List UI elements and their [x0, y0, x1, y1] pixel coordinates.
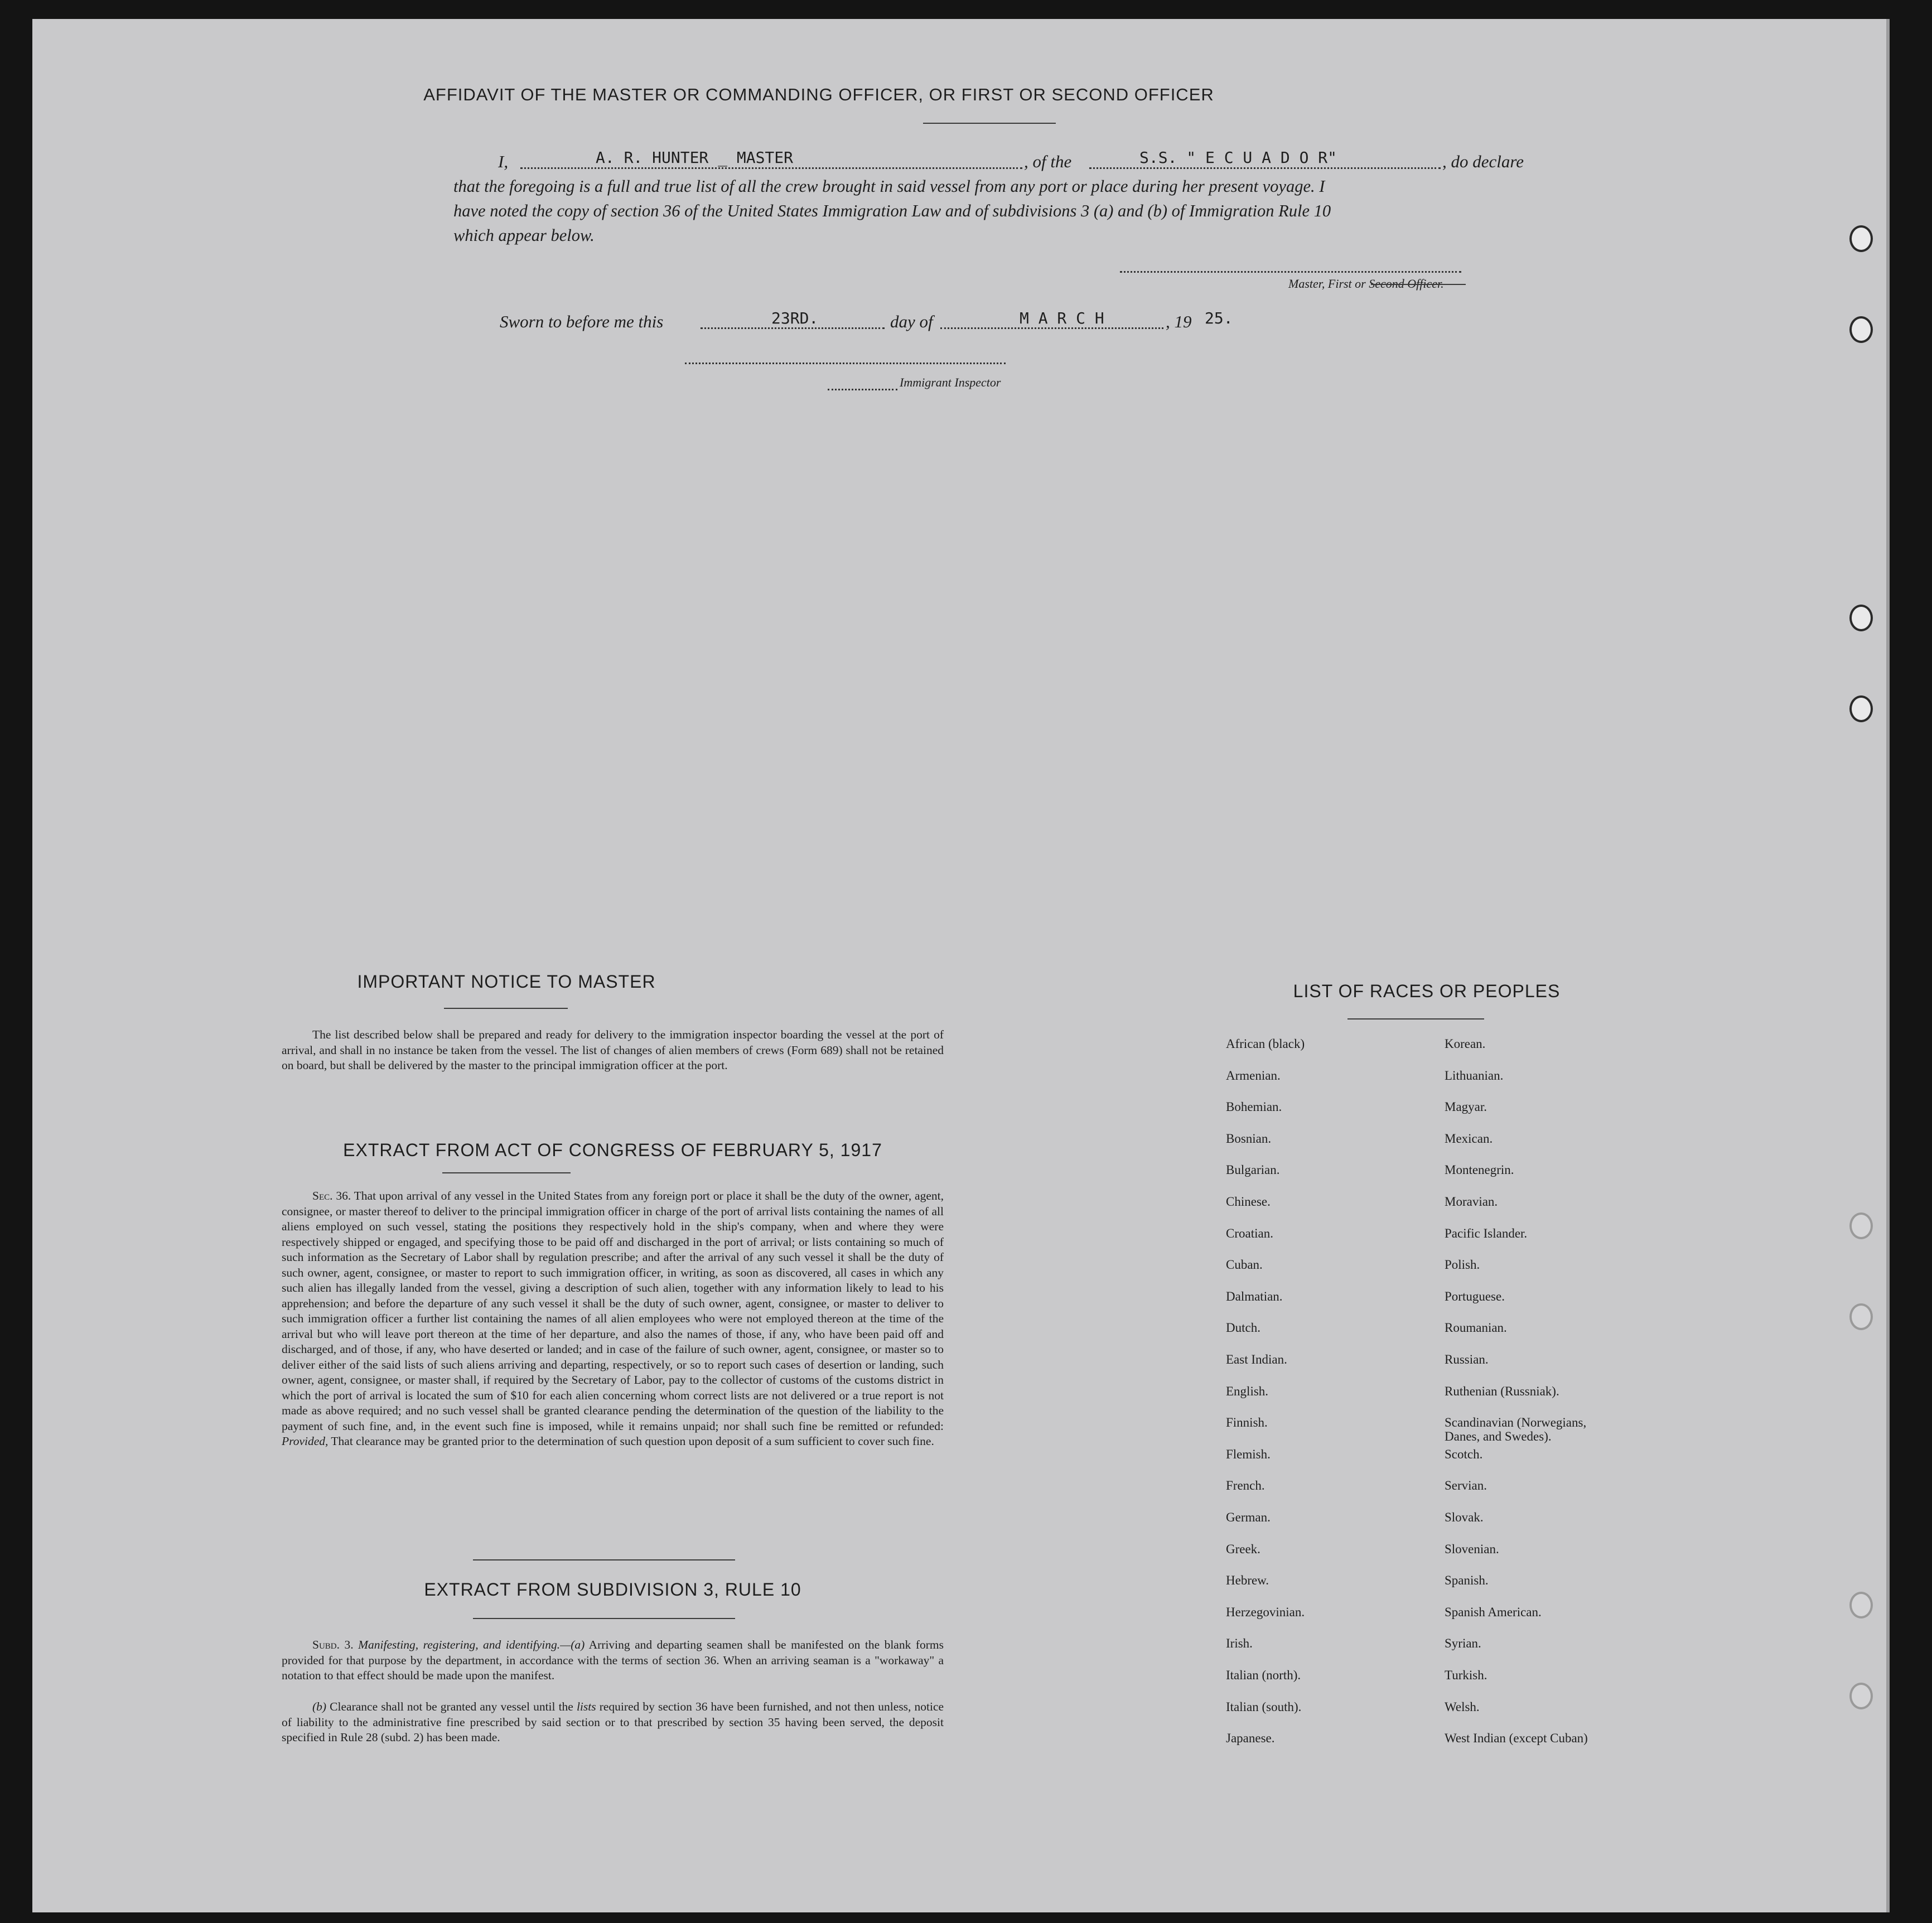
subd-b-part2: required by section 36 have been furnished, and not then unless, notice of liability to the administrative fine prescribed by said section or to that prescribed by section 35 having been served, the deposit specified in Rule 28 (subd. 2) has been made.	[282, 1700, 944, 1744]
inspector-caption-line	[828, 389, 897, 390]
sworn-day-line	[701, 327, 885, 329]
sworn-month-line	[940, 327, 1163, 329]
race-item: Polish.	[1445, 1258, 1480, 1272]
race-item: Cuban.	[1226, 1258, 1263, 1272]
provided-body: That clearance may be granted prior to the determination of such question upon deposit of a sum sufficient to cover such fine.	[331, 1434, 934, 1448]
binder-hole	[1849, 1592, 1873, 1618]
binder-hole	[1849, 225, 1873, 252]
race-item: Herzegovinian.	[1226, 1605, 1305, 1619]
notice-title: IMPORTANT NOTICE TO MASTER	[357, 972, 656, 992]
race-item: Spanish.	[1445, 1573, 1489, 1588]
race-item: East Indian.	[1226, 1352, 1287, 1366]
race-item: Mexican.	[1445, 1131, 1493, 1146]
master-name-field: A. R. HUNTER _ MASTER	[596, 148, 794, 167]
race-item: Bulgarian.	[1226, 1163, 1280, 1177]
subd-label: Subd. 3.	[312, 1638, 354, 1651]
affidavit-title: AFFIDAVIT OF THE MASTER OR COMMANDING OFFICER, OR FIRST OR SECOND OFFICER	[423, 85, 1214, 104]
race-item: Croatian.	[1226, 1226, 1273, 1240]
rule-subd-b	[282, 1699, 944, 1746]
race-item: Italian (north).	[1226, 1668, 1301, 1682]
affidavit-i-label: I,	[498, 152, 509, 171]
do-declare-label: , do declare	[1442, 152, 1524, 171]
race-item: French.	[1226, 1479, 1265, 1493]
race-item: Hebrew.	[1226, 1573, 1269, 1588]
act-divider	[442, 1172, 571, 1173]
race-item: Spanish American.	[1445, 1605, 1542, 1619]
race-item: Montenegrin.	[1445, 1163, 1514, 1177]
race-item: Turkish.	[1445, 1668, 1487, 1682]
signature-line	[1120, 271, 1461, 273]
rule-subd-a	[282, 1637, 944, 1684]
inspector-caption: Immigrant Inspector	[900, 375, 1001, 389]
title-divider	[923, 123, 1056, 124]
race-item: Roumanian.	[1445, 1321, 1507, 1335]
sec-36-body: That upon arrival of any vessel in the United States from any foreign port or place it shall be the duty of the owner, agent, consignee, or master thereof to deliver to the principal immigration officer in charge of the port of arrival lists containing the names of all aliens employed on such vessel, stating the positions they respectively hold in the ship's company, when and where they were respectively shipped or engaged, and specifying those to be paid off and discharged in the port of arrival; or lists containing so much of such information as the Secretary of Labor shall by regulation prescribe; and after the arrival of any such vessel it shall be the duty of such owner, agent, consignee, or master to report to such immigration officer, in writing, as soon as discovered, all cases in which any such alien has illegally landed from the vessel, giving a description of such alien, together with any information likely to lead to his apprehension; and before the departure of any such vessel it shall be the duty of such owner, agent, consignee, or master to deliver to such immigration officer a further list containing the names of all alien employees who were not employed thereon at the time of the arrival but who will leave port thereon at the time of her departure, and also the names of those, if any, who have been paid off and discharged, and of those, if any, who have deserted or landed; and in case of the failure of such owner, agent, consignee, or master so to deliver either of the said lists of such aliens arriving and departing, respectively, or so to report such cases of desertion or landing, such owner, agent, consignee, or master shall, if required by the Secretary of Labor, pay to the collector of customs of the customs district in which the port of arrival is located the sum of $10 for each alien concerning whom correct lists are not delivered or a true report is not made as above required; and no such vessel shall be granted clearance pending the determination of the question of the liability to the payment of such fine, and, in the event such fine is imposed, while it remains unpaid; nor shall such fine be remitted or refunded:	[282, 1189, 944, 1433]
race-item: Slovenian.	[1445, 1542, 1499, 1556]
race-item: African (black)	[1226, 1037, 1305, 1051]
notice-body: The list described below shall be prepared and ready for delivery to the immigration inspector boarding the vessel at the port of arrival, and shall in no instance be taken from the vessel. The list of changes of alien members of crews (Form 689) shall not be retained on board, but shall be delivered by the master to the principal immigration officer at the port.	[282, 1028, 944, 1072]
race-item: Portuguese.	[1445, 1289, 1505, 1303]
race-item: Moravian.	[1445, 1195, 1498, 1209]
act-section-36	[282, 1188, 944, 1450]
master-name-line	[520, 167, 1022, 169]
provided-label: Provided,	[282, 1434, 329, 1448]
race-item: German.	[1226, 1510, 1271, 1524]
race-item: Syrian.	[1445, 1636, 1481, 1651]
rule-extract-title: EXTRACT FROM SUBDIVISION 3, RULE 10	[424, 1579, 801, 1600]
race-item: Lithuanian.	[1445, 1068, 1504, 1083]
subd-b-label: (b)	[312, 1700, 327, 1713]
race-item: English.	[1226, 1384, 1269, 1398]
binder-hole	[1849, 605, 1873, 631]
race-item: Bohemian.	[1226, 1100, 1282, 1114]
race-item: Dalmatian.	[1226, 1289, 1283, 1303]
act-extract-title: EXTRACT FROM ACT OF CONGRESS OF FEBRUARY 5, 1917	[343, 1140, 882, 1160]
year-suffix-field: 25.	[1205, 309, 1233, 327]
second-officer-strike	[1371, 284, 1466, 285]
race-item: Ruthenian (Russniak).	[1445, 1384, 1559, 1398]
sworn-month-field: M A R C H	[1020, 309, 1104, 327]
race-item: Servian.	[1445, 1479, 1487, 1493]
race-item: Scotch.	[1445, 1447, 1483, 1461]
inspector-signature-line	[685, 363, 1006, 364]
race-item: Welsh.	[1445, 1699, 1480, 1714]
race-item: Bosnian.	[1226, 1131, 1272, 1146]
subd-heading: Manifesting, registering, and identifying.—(a)	[358, 1638, 585, 1651]
race-item: Italian (south).	[1226, 1699, 1302, 1714]
race-item: West Indian (except Cuban)	[1445, 1731, 1588, 1746]
binder-hole	[1849, 1303, 1873, 1330]
of-the-label: , of the	[1024, 152, 1072, 171]
rule-divider	[473, 1618, 735, 1619]
race-item: Pacific Islander.	[1445, 1226, 1528, 1240]
subd-a-body: Arriving and departing seamen shall be manifested on the blank forms provided for that purpose by the department, in accordance with the terms of section 36. When an arriving seaman is a "workaway" a notation to that effect should be made upon the manifest.	[282, 1638, 944, 1682]
race-item: Chinese.	[1226, 1195, 1271, 1209]
subd-b-part1: Clearance shall not be granted any vessel until the	[330, 1700, 573, 1713]
sworn-day-field: 23RD.	[771, 309, 819, 327]
affidavit-line-2: that the foregoing is a full and true list of all the crew brought in said vessel from any port or place during her present voyage. I	[453, 177, 1325, 196]
race-item: Finnish.	[1226, 1415, 1268, 1430]
sec-36-label: Sec. 36.	[312, 1189, 351, 1202]
affidavit-line-4: which appear below.	[453, 226, 595, 245]
races-divider	[1347, 1018, 1484, 1020]
day-of-label: day of	[890, 312, 933, 331]
sworn-label: Sworn to before me this	[500, 312, 664, 331]
manifest-page	[32, 19, 1890, 1912]
binder-hole	[1849, 695, 1873, 722]
race-item: Russian.	[1445, 1352, 1489, 1366]
race-item: Japanese.	[1226, 1731, 1275, 1746]
race-item: Korean.	[1445, 1037, 1486, 1051]
rule-divider-top	[473, 1559, 735, 1560]
subd-b-lists: lists	[576, 1700, 596, 1713]
notice-divider	[444, 1008, 568, 1009]
race-item: Greek.	[1226, 1542, 1260, 1556]
race-item: Scandinavian (Norwegians, Danes, and Swedes).	[1445, 1415, 1587, 1444]
binder-hole	[1849, 1683, 1873, 1709]
races-title: LIST OF RACES OR PEOPLES	[1293, 981, 1561, 1001]
vessel-name-line	[1089, 167, 1441, 169]
race-item: Irish.	[1226, 1636, 1253, 1651]
binder-hole	[1849, 1212, 1873, 1239]
vessel-name-field: S.S. " E C U A D O R"	[1139, 148, 1337, 167]
race-item: Armenian.	[1226, 1068, 1281, 1083]
signature-caption: Master, First or Second Officer.	[1288, 277, 1444, 291]
binder-hole	[1849, 316, 1873, 343]
race-item: Dutch.	[1226, 1321, 1260, 1335]
race-item: Flemish.	[1226, 1447, 1271, 1461]
affidavit-line-3: have noted the copy of section 36 of the United States Immigration Law and of subdivisions 3 (a) and (b) of Immigration Rule 10	[453, 201, 1331, 220]
year-prefix: , 19	[1166, 312, 1192, 331]
race-item: Magyar.	[1445, 1100, 1487, 1114]
race-item: Slovak.	[1445, 1510, 1484, 1524]
